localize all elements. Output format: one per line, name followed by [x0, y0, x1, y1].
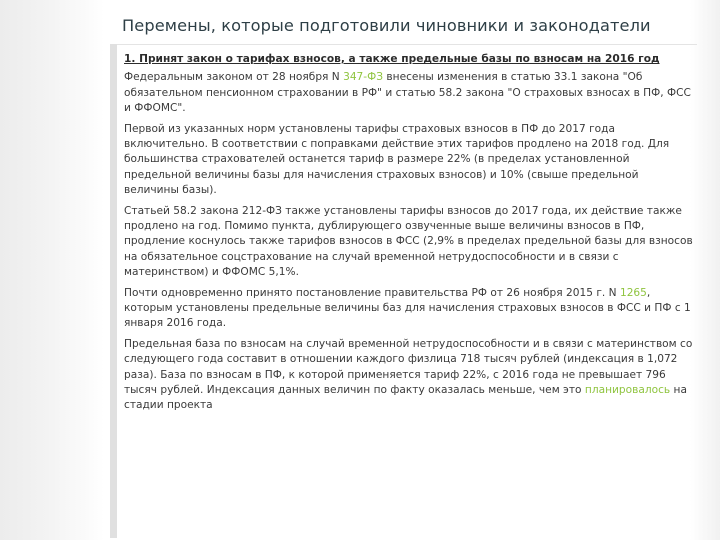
slide-title: Перемены, которые подготовили чиновники и законодатели [122, 16, 651, 35]
paragraph-text: Федеральным законом от 28 ноября N [124, 71, 344, 84]
paragraph-text: Предельная база по взносам на случай временной нетрудоспособности и в связи с материнством со следующего года составит в отношении каждого физлица 718 тысяч рублей (индексация в 1,072 раза). База по взносам в ПФ, к которой применяется тариф 22%, с 2016 года не превышает 796 тысяч рублей. Индексация данных величин по факту оказалась меньше, чем это [124, 338, 693, 396]
law-347-link[interactable]: 347-ФЗ [343, 71, 384, 84]
paragraph-tariffs: Первой из указанных норм установлены тарифы страховых взносов в ПФ до 2017 года включительно. В соответствии с поправками действие этих тарифов продлено на 2018 год. Для большинства страхователей останется тариф в размере 22% (в пределах установленной предельной величины базы для начисления страховых взносов) и 10% (свыше предельной величины базы). [124, 122, 670, 196]
paragraph-text: на стадии проекта [124, 383, 687, 412]
planned-link[interactable]: планировалось [584, 383, 671, 396]
resolution-1265-link[interactable]: 1265 [619, 286, 647, 299]
paragraph-article-58-2: Статьей 58.2 закона 212-ФЗ также установлены тарифы взносов до 2017 года, их действие также продлено на год. Помимо пункта, дублирующего озвученные выше величины взносов в ПФ, продление коснулось также тарифов взносов в ФСС (2,9% в пределах предельной базы для взносов на обязательное соцстрахование на случай временной нетрудоспособности и в связи с материнством) и ФФОМС 5,1%. [124, 204, 693, 278]
slide-body [124, 52, 694, 419]
paragraph-base-limit [124, 337, 694, 413]
paragraph-text: , которым установлены предельные величины баз для начисления страховых взносов в ФСС и ПФ с 1 января 2016 года. [124, 286, 691, 330]
paragraph-text: внесены изменения в статью 33.1 закона "Об обязательном пенсионном страховании в РФ" и статью 58.2 закона "О страховых взносах в ПФ, ФСС и ФФОМС". [124, 71, 691, 114]
paragraph-government-resolution [124, 286, 694, 332]
paragraph-federal-law [124, 70, 694, 116]
content-side-bar [110, 44, 117, 538]
section-heading: 1. Принят закон о тарифах взносов, а также предельные базы по взносам на 2016 год [124, 53, 660, 65]
paragraph-text: Почти одновременно принято постановление правительства РФ от 26 ноября 2015 г. N [124, 286, 620, 299]
title-divider [117, 44, 697, 45]
left-decorative-band [0, 0, 104, 540]
right-decorative-band [690, 0, 720, 540]
